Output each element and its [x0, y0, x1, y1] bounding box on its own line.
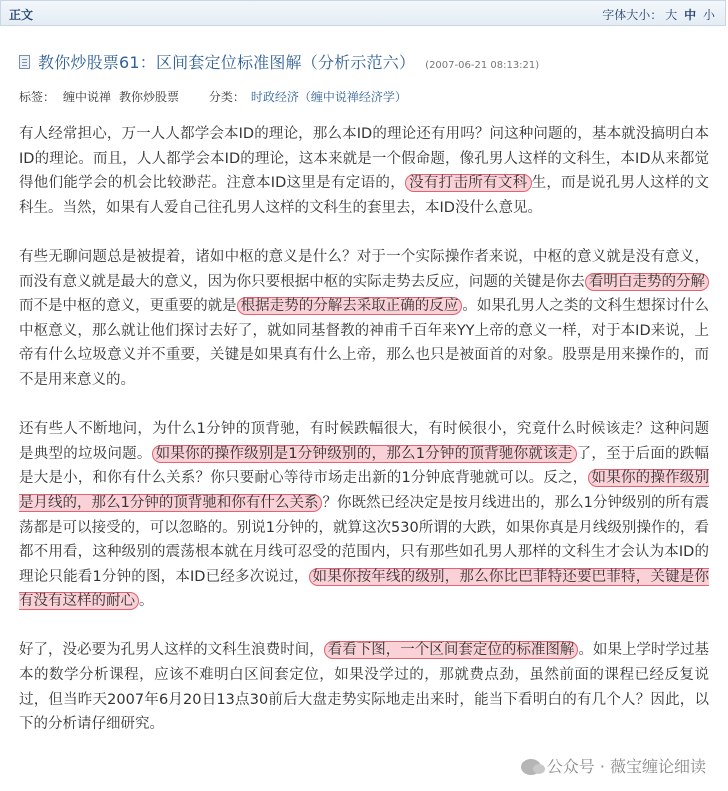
paragraph-text: 还有些人不断地问，为什么1分钟的顶背驰，有时候跌幅很大，有时候很小，究竟什么时候该走？这种问题是典型的垃圾问题。 — [19, 421, 709, 462]
font-size-medium-link[interactable]: 中 — [684, 8, 697, 22]
section-header-bar — [0, 0, 726, 26]
font-size-label: 字体大小： — [602, 8, 663, 22]
section-label: 正文 — [9, 8, 34, 22]
article-meta — [19, 88, 407, 105]
font-size-control — [602, 6, 715, 23]
category-link[interactable]: 时政经济（缠中说禅经济学） — [250, 90, 407, 104]
font-size-large-link[interactable]: 大 — [665, 8, 678, 22]
highlighted-text: 看看下图，一个区间套定位的标准图解 — [324, 641, 579, 659]
article-title-row — [19, 50, 539, 72]
paragraph-text: 了，至于后面的跌幅是大是小，和你有什么关系？你只要耐心等待市场走出新的1分钟底背驰就可以。反之， — [19, 445, 710, 487]
highlighted-text: 如果你的操作级别是月线的，那么1分钟的顶背驰和你有什么关系 — [19, 470, 710, 511]
paragraph-text: 。如果上学时学过基本的数学分析课程，应该不难明白区间套定位，如果没学过的，那就费点劲，虽然前面的课程已经反复说过，但当昨天2007年6月20日13点30前后大盘走势实际地走出来时，能当下看明白的有几个人？因此，以下的分析请仔细研究。 — [19, 642, 710, 733]
highlighted-text: 如果你按年线的级别，那么你比巴菲特还要巴菲特，关键是你有没有这样的耐心 — [19, 568, 710, 610]
paragraph-text: 而不是中枢的意义，更重要的就是 — [19, 298, 237, 315]
paragraph — [19, 638, 709, 736]
font-size-small-link[interactable]: 小 — [702, 8, 715, 22]
document-icon — [19, 55, 30, 69]
category-label: 分类： — [208, 90, 245, 104]
highlighted-text: 没有打击所有文科 — [405, 174, 532, 192]
article-date: (2007-06-21 08:13:21) — [425, 60, 540, 71]
tag-link[interactable]: 缠中说禅 — [63, 90, 112, 104]
tag-link[interactable]: 教你炒股票 — [119, 90, 180, 104]
paragraph-text: 。如果孔男人之类的文科生想探讨什么中枢意义，那么就让他们探讨去好了，就如同基督教的神甫千百年来YY上帝的意义一样，对于本ID来说，上帝有什么垃圾意义并不重要，关键是如果真有什么上帝，那么也只是被面首的对象。股票是用来操作的，而不是用来意义的。 — [19, 298, 710, 388]
paragraph — [19, 122, 709, 220]
watermark — [521, 754, 706, 777]
highlighted-text: 根据走势的分解去采取正确的反应 — [237, 297, 463, 315]
paragraph-text: 好了，没必要为孔男人这样的文科生浪费时间， — [19, 642, 324, 659]
article-body — [19, 122, 709, 761]
paragraph — [19, 417, 709, 614]
tags-label: 标签： — [19, 90, 56, 104]
paragraph — [19, 245, 709, 393]
paragraph-text: 有人经常担心，万一人人都学会本ID的理论，那么本ID的理论还有用吗？问这种问题的，基本就没搞明白本ID的理论。而且，人人都学会本ID的理论，这本来就是一个假命题，像孔男人这样的文科生，本ID从来都觉得他们能学会的机会比较渺茫。注意本ID这里是有定语的， — [19, 126, 709, 192]
highlighted-text: 如果你的操作级别是1分钟级别的，那么1分钟的顶背驰你就该走 — [152, 445, 577, 463]
watermark-text: 公众号 · 薇宝缠论细读 — [546, 757, 706, 776]
article-title: 教你炒股票61：区间套定位标准图解（分析示范六） — [38, 53, 416, 72]
paragraph-text: ？你既然已经决定是按月线进出的，那么1分钟级别的所有震荡都是可以接受的，可以忽略的。别说1分钟的，就算这次530所谓的大跌，如果你真是月线级别操作的，看都不用看，这种级别的震荡根本就在月线可忍受的范围内，只有那些如孔男人那样的文科生才会认为本ID的理论只能看1分钟的图，本ID已经多次说过， — [19, 494, 709, 585]
wechat-icon — [521, 759, 541, 775]
paragraph-text: 生，而是说孔男人这样的文科生。当然，如果有人爱自己往孔男人这样的文科生的套里去，本ID没什么意见。 — [19, 175, 709, 216]
paragraph-text: 有些无聊问题总是被提着，诸如中枢的意义是什么？对于一个实际操作者来说，中枢的意义就是没有意义，而没有意义就是最大的意义，因为你只要根据中枢的实际走势去反应，问题的关键是你去 — [19, 248, 709, 290]
highlighted-text: 看明白走势的分解 — [585, 273, 709, 291]
paragraph-text: 。 — [139, 593, 154, 610]
